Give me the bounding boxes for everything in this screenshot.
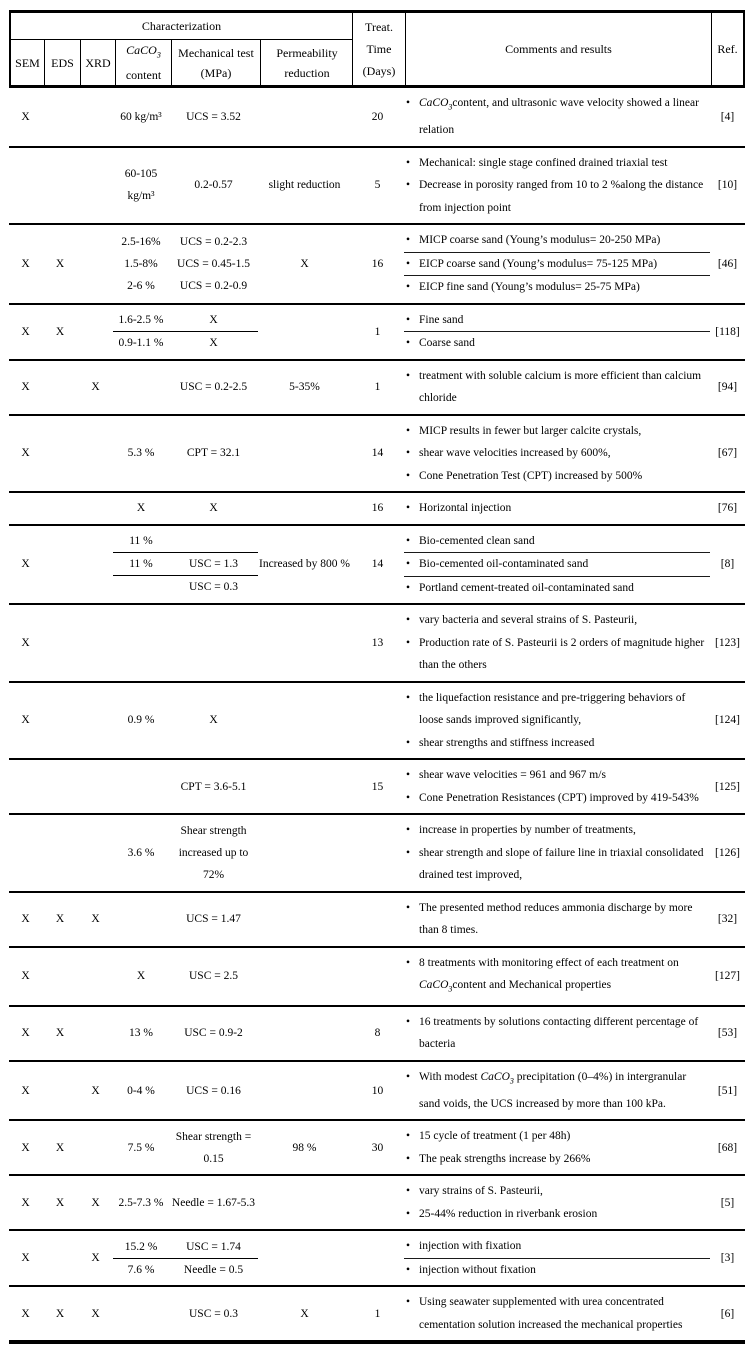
cell-treatment-time: 1 [374, 1307, 381, 1320]
bullet-icon: • [406, 257, 411, 270]
comment-text: Decrease in porosity ranged from 10 to 2 %along the distance from injection point [419, 179, 704, 214]
cell-mechanical-test: UCS = 0.2-0.9 [179, 279, 248, 292]
cell-xrd: X [91, 381, 100, 394]
comment-text: Cone Penetration Test (CPT) increased by 500% [419, 469, 643, 482]
comment-item [404, 530, 710, 554]
cell-comments [404, 1291, 710, 1336]
bullet-icon: • [406, 447, 411, 460]
col-header-mechanical-test: Mechanical test (MPa) [171, 40, 260, 85]
caco3-formula: CaCO$_3$ [126, 43, 161, 60]
cell-sem: X [21, 1084, 30, 1097]
comment-text: With modest CaCO$_3$ precipitation (0–4%) in intergranular sand voids, the UCS increased by more than 100 kPa. [419, 1070, 687, 1110]
bullet-icon: • [406, 281, 411, 294]
col-header-ref: Ref. [717, 41, 738, 56]
comment-text: Bio-cemented clean sand [419, 534, 535, 547]
cell-caco3-content: 1.5-8% [124, 257, 158, 270]
cell-comments [404, 530, 710, 600]
comment-item [404, 897, 710, 942]
cell-permeability-reduction: slight reduction [268, 179, 341, 192]
cell-treatment-time: 14 [371, 447, 384, 460]
comment-text: Mechanical: single stage confined drained triaxial test [419, 156, 668, 169]
cell-ref: [94] [717, 381, 738, 394]
caco3-mech-subrow [113, 275, 258, 297]
table-row [9, 361, 745, 416]
cell-sem: X [21, 970, 30, 983]
comment-item [404, 577, 710, 600]
cell-comments [404, 687, 710, 755]
comment-text: shear strengths and stiffness increased [419, 736, 595, 749]
comment-item [404, 152, 710, 175]
comment-text: The peak strengths increase by 266% [419, 1152, 591, 1165]
table-row [9, 493, 745, 526]
cell-comments [404, 1125, 710, 1170]
comment-item [404, 842, 710, 887]
cell-treatment-time: 5 [374, 179, 381, 192]
caco3-mech-group [113, 231, 258, 297]
caco3-mech-subrow [113, 332, 258, 354]
cell-mechanical-test: X [209, 502, 218, 515]
table-row [9, 760, 745, 815]
table-row [9, 225, 745, 305]
comment-item [404, 764, 710, 787]
cell-caco3-content: 11 % [129, 535, 153, 548]
caco3-mech-subrow [113, 1259, 258, 1281]
comment-text: Portland cement-treated oil-contaminated sand [419, 581, 634, 594]
cell-ref: [123] [715, 636, 740, 649]
cell-permeability-reduction: Increased by 800 % [258, 558, 350, 571]
cell-mechanical-test: CPT = 3.6-5.1 [180, 780, 247, 793]
cell-caco3-content: 11 % [129, 558, 153, 571]
comment-text: shear wave velocities increased by 600%, [419, 447, 611, 460]
comment-item [404, 952, 710, 1001]
comment-text: Production rate of S. Pasteurii is 2 orders of magnitude higher than the others [419, 636, 705, 672]
cell-xrd: X [91, 913, 100, 926]
comment-text: shear wave velocities = 961 and 967 m/s [419, 769, 606, 782]
cell-comments [404, 897, 710, 942]
table-row [9, 1287, 745, 1340]
bullet-icon: • [406, 337, 411, 350]
comment-text: vary strains of S. Pasteurii, [419, 1185, 543, 1198]
col-header-eds: EDS [44, 40, 80, 85]
comment-item [404, 309, 710, 333]
cell-mechanical-test: 0.2-0.57 [194, 179, 233, 192]
cell-permeability-reduction: 98 % [292, 1141, 317, 1154]
table-row [9, 948, 745, 1007]
bullet-icon: • [406, 1296, 411, 1309]
bullet-icon: • [406, 1152, 411, 1165]
cell-caco3-content: 0.9-1.1 % [118, 337, 164, 350]
cell-caco3-content: 5.3 % [127, 447, 155, 460]
cell-mechanical-test: USC = 2.5 [189, 970, 238, 983]
comment-text: Cone Penetration Resistances (CPT) improved by 419-543% [419, 791, 699, 804]
comment-item [404, 92, 710, 141]
cell-ref: [4] [720, 111, 735, 124]
cell-permeability-reduction: X [300, 1307, 309, 1320]
characterization-subheaders [11, 40, 352, 85]
comment-item [404, 420, 710, 443]
cell-mechanical-test: USC = 1.3 [189, 558, 238, 571]
cell-xrd: X [91, 1252, 100, 1265]
cell-mechanical-test: USC = 0.9-2 [184, 1027, 243, 1040]
table-row [9, 526, 745, 606]
table-body [9, 88, 745, 1340]
table-row [9, 88, 745, 147]
cell-treatment-time: 10 [371, 1084, 384, 1097]
cell-comments [404, 152, 710, 220]
comment-item [404, 1180, 710, 1203]
cell-caco3-content: 1.6-2.5 % [118, 314, 164, 327]
caco3-mech-subrow [113, 309, 258, 332]
comment-item [404, 1011, 710, 1056]
table-row [9, 1007, 745, 1062]
cell-ref: [32] [717, 913, 738, 926]
comment-item [404, 1066, 710, 1115]
cell-caco3-content: 0-4 % [127, 1084, 155, 1097]
cell-xrd: X [91, 1307, 100, 1320]
cell-permeability-reduction: X [300, 257, 309, 270]
cell-mechanical-test: UCS = 1.47 [186, 913, 241, 926]
cell-mechanical-test: Needle = 1.67-5.3 [171, 1196, 256, 1209]
cell-ref: [125] [715, 780, 740, 793]
cell-mechanical-test: UCS = 0.45-1.5 [177, 257, 250, 270]
table-row [9, 815, 745, 893]
cell-sem: X [21, 913, 30, 926]
cell-eds: X [55, 1027, 65, 1040]
bullet-icon: • [406, 97, 411, 110]
cell-mechanical-test: USC = 0.2-2.5 [179, 381, 248, 394]
cell-treatment-time: 15 [371, 780, 384, 793]
cell-caco3-content: X [136, 970, 146, 983]
cell-treatment-time: 14 [371, 558, 384, 571]
bullet-icon: • [406, 901, 411, 914]
caco3-mech-group [113, 309, 258, 354]
table-row [9, 416, 745, 494]
comment-text: EICP coarse sand (Young’s modulus= 75-125 MPa) [419, 257, 658, 270]
cell-treatment-time: 8 [374, 1027, 381, 1040]
cell-treatment-time: 20 [371, 111, 384, 124]
cell-sem: X [21, 1252, 30, 1265]
cell-xrd: X [91, 1084, 100, 1097]
comment-text: 16 treatments by solutions contacting different percentage of bacteria [419, 1015, 699, 1051]
caco3-mech-subrow [113, 530, 258, 553]
table-row [9, 1176, 745, 1231]
cell-eds: X [55, 1307, 65, 1320]
cell-caco3-content: 7.6 % [127, 1263, 155, 1276]
bullet-icon: • [406, 1263, 411, 1276]
cell-comments [404, 819, 710, 887]
characterization-group-header [11, 13, 353, 85]
caco3-mech-subrow [113, 576, 258, 598]
cell-sem: X [21, 1307, 30, 1320]
comment-item [404, 276, 710, 299]
cell-caco3-content: 15.2 % [124, 1240, 158, 1253]
cell-caco3-content: 7.5 % [127, 1141, 155, 1154]
characterization-table [9, 10, 745, 1344]
table-row [9, 1121, 745, 1176]
comment-text: The presented method reduces ammonia discharge by more than 8 times. [419, 901, 693, 937]
cell-sem: X [21, 1027, 30, 1040]
caco3-mech-group [113, 1236, 258, 1281]
bullet-icon: • [406, 1240, 411, 1253]
cell-ref: [76] [717, 502, 738, 515]
comment-text: Using seawater supplemented with urea concentrated cementation solution increased the mechanical properties [419, 1296, 683, 1331]
comment-text: treatment with soluble calcium is more efficient than calcium chloride [419, 369, 702, 405]
cell-comments [404, 1235, 710, 1281]
comment-item [404, 1203, 710, 1226]
comment-item [404, 465, 710, 488]
bullet-icon: • [406, 614, 411, 627]
comment-text: vary bacteria and several strains of S. Pasteurii, [419, 614, 638, 627]
comment-item [404, 787, 710, 810]
cell-comments [404, 365, 710, 410]
caco3-content-word: content [125, 68, 162, 83]
cell-comments [404, 420, 710, 488]
table-row [9, 148, 745, 226]
comment-text: Horizontal injection [419, 502, 512, 515]
cell-comments [404, 1066, 710, 1115]
comment-item [404, 174, 710, 219]
bullet-icon: • [406, 736, 411, 749]
cell-comments [404, 92, 710, 141]
cell-eds: X [55, 325, 65, 338]
caco3-mech-subrow [113, 253, 258, 275]
cell-comments [404, 309, 710, 355]
comment-item [404, 553, 710, 577]
comment-item [404, 609, 710, 632]
cell-caco3-content: 13 % [129, 1027, 153, 1040]
bullet-icon: • [406, 469, 411, 482]
comment-item [404, 632, 710, 677]
cell-ref: [10] [717, 179, 738, 192]
cell-ref: [118] [715, 325, 740, 338]
bullet-icon: • [406, 1130, 411, 1143]
cell-ref: [3] [720, 1252, 735, 1265]
cell-mechanical-test: X [209, 314, 218, 327]
comment-text: 15 cycle of treatment (1 per 48h) [419, 1130, 571, 1143]
col-header-permeability-reduction: Permeability reduction [260, 40, 353, 85]
table-row [9, 605, 745, 683]
cell-treatment-time: 1 [374, 325, 381, 338]
cell-mechanical-test: USC = 0.3 [189, 581, 238, 594]
caco3-mech-subrow [113, 553, 258, 576]
bullet-icon: • [406, 791, 411, 804]
bullet-icon: • [406, 846, 411, 859]
cell-mechanical-test: CPT = 32.1 [186, 447, 241, 460]
cell-mechanical-test: Shear strength = 0.15 [175, 1130, 252, 1165]
caco3-mech-group [113, 530, 258, 598]
comment-text: CaCO$_3$content, and ultrasonic wave velocity showed a linear relation [419, 97, 699, 137]
comment-text: 8 treatments with monitoring effect of each treatment on CaCO$_3$content and Mechanical properties [419, 956, 679, 994]
caco3-mech-subrow [113, 1236, 258, 1259]
cell-caco3-content: 60-105 kg/m³ [124, 168, 158, 203]
cell-eds: X [55, 1141, 65, 1154]
bullet-icon: • [406, 534, 411, 547]
cell-caco3-content: 3.6 % [127, 846, 155, 859]
characterization-label: Characterization [11, 13, 352, 40]
comment-item [404, 332, 710, 355]
cell-mechanical-test: X [209, 714, 218, 727]
bullet-icon: • [406, 179, 411, 192]
bullet-icon: • [406, 1185, 411, 1198]
cell-caco3-content: X [136, 502, 146, 515]
cell-treatment-time: 30 [371, 1141, 384, 1154]
cell-sem: X [21, 714, 30, 727]
bullet-icon: • [406, 1070, 411, 1083]
cell-caco3-content: 0.9 % [127, 714, 155, 727]
comment-item [404, 732, 710, 755]
bullet-icon: • [406, 769, 411, 782]
cell-comments [404, 229, 710, 299]
cell-mechanical-test: X [209, 337, 218, 350]
caco3-mech-subrow [113, 231, 258, 253]
cell-sem: X [21, 1196, 30, 1209]
bullet-icon: • [406, 824, 411, 837]
comment-text: 25-44% reduction in riverbank erosion [419, 1207, 598, 1220]
cell-mechanical-test: UCS = 0.16 [186, 1084, 241, 1097]
bullet-icon: • [406, 691, 411, 704]
bullet-icon: • [406, 1015, 411, 1028]
comment-text: Fine sand [419, 313, 464, 326]
comment-item [404, 1291, 710, 1336]
cell-mechanical-test: Shear strength increased up to 72% [178, 824, 249, 881]
cell-comments [404, 952, 710, 1001]
cell-mechanical-test: USC = 1.74 [186, 1240, 241, 1253]
cell-xrd: X [91, 1196, 100, 1209]
comment-item [404, 1148, 710, 1171]
comment-text: Bio-cemented oil-contaminated sand [419, 558, 589, 571]
col-header-treatment-time: Treat. Time (Days) [353, 13, 406, 85]
comment-item [404, 687, 710, 732]
bullet-icon: • [406, 156, 411, 169]
cell-sem: X [21, 257, 30, 270]
comment-text: the liquefaction resistance and pre-triggering behaviors of loose sands improved significantly, [419, 691, 686, 727]
col-header-sem: SEM [15, 55, 40, 70]
comment-item [404, 1125, 710, 1148]
comment-item [404, 1235, 710, 1259]
comment-item [404, 253, 710, 277]
comment-text: shear strength and slope of failure line in triaxial consolidated drained test improved, [419, 846, 704, 882]
cell-ref: [6] [720, 1307, 735, 1320]
comment-item [404, 1259, 710, 1282]
cell-ref: [46] [717, 257, 738, 270]
comment-text: increase in properties by number of treatments, [419, 824, 636, 837]
cell-treatment-time: 16 [371, 502, 384, 515]
table-row [9, 683, 745, 761]
cell-ref: [8] [720, 558, 735, 571]
cell-ref: [124] [715, 714, 740, 727]
cell-permeability-reduction: 5-35% [289, 381, 320, 394]
table-row [9, 893, 745, 948]
col-header-caco3-content [115, 40, 171, 85]
comment-item [404, 229, 710, 253]
cell-comments [404, 764, 710, 809]
cell-comments [404, 1011, 710, 1056]
cell-mechanical-test: USC = 0.3 [189, 1307, 238, 1320]
cell-caco3-content: 2.5-7.3 % [118, 1196, 164, 1209]
comment-text: EICP fine sand (Young’s modulus= 25-75 MPa) [419, 281, 640, 294]
table-row [9, 1231, 745, 1287]
cell-sem: X [21, 558, 30, 571]
cell-treatment-time: 13 [371, 636, 384, 649]
comment-text: MICP results in fewer but larger calcite crystals, [419, 424, 642, 437]
cell-comments [404, 497, 710, 520]
cell-sem: X [21, 381, 30, 394]
cell-sem: X [21, 447, 30, 460]
col-header-xrd: XRD [80, 40, 115, 85]
cell-ref: [53] [717, 1027, 738, 1040]
comment-item [404, 442, 710, 465]
cell-ref: [127] [715, 970, 740, 983]
cell-comments [404, 1180, 710, 1225]
comment-text: Coarse sand [419, 337, 475, 350]
bullet-icon: • [406, 424, 411, 437]
bullet-icon: • [406, 956, 411, 969]
cell-caco3-content: 2-6 % [127, 279, 155, 292]
cell-mechanical-test: Needle = 0.5 [183, 1263, 244, 1276]
cell-caco3-content: 2.5-16% [121, 235, 161, 248]
table-row [9, 305, 745, 361]
bullet-icon: • [406, 558, 411, 571]
cell-eds: X [55, 913, 65, 926]
cell-ref: [67] [717, 447, 738, 460]
cell-sem: X [21, 1141, 30, 1154]
bullet-icon: • [406, 234, 411, 247]
cell-ref: [5] [720, 1196, 735, 1209]
bullet-icon: • [406, 313, 411, 326]
col-header-comments: Comments and results [406, 13, 712, 85]
bullet-icon: • [406, 581, 411, 594]
comment-item [404, 497, 710, 520]
cell-sem: X [21, 325, 30, 338]
bullet-icon: • [406, 636, 411, 649]
cell-sem: X [21, 111, 30, 124]
bullet-icon: • [406, 502, 411, 515]
cell-ref: [68] [717, 1141, 738, 1154]
comment-text: injection without fixation [419, 1263, 536, 1276]
cell-treatment-time: 1 [374, 381, 381, 394]
comment-item [404, 365, 710, 410]
table-row [9, 1062, 745, 1121]
comment-item [404, 819, 710, 842]
cell-mechanical-test: UCS = 0.2-2.3 [179, 235, 248, 248]
bullet-icon: • [406, 369, 411, 382]
table-header [9, 13, 745, 88]
cell-mechanical-test: UCS = 3.52 [186, 111, 241, 124]
bullet-icon: • [406, 1207, 411, 1220]
cell-ref: [51] [717, 1084, 738, 1097]
cell-treatment-time: 16 [371, 257, 384, 270]
cell-caco3-content: 60 kg/m³ [120, 111, 162, 124]
comment-text: MICP coarse sand (Young’s modulus= 20-250 MPa) [419, 234, 661, 247]
comment-text: injection with fixation [419, 1240, 522, 1253]
cell-eds: X [55, 257, 65, 270]
cell-eds: X [55, 1196, 65, 1209]
cell-comments [404, 609, 710, 677]
cell-sem: X [21, 636, 30, 649]
cell-ref: [126] [715, 846, 740, 859]
